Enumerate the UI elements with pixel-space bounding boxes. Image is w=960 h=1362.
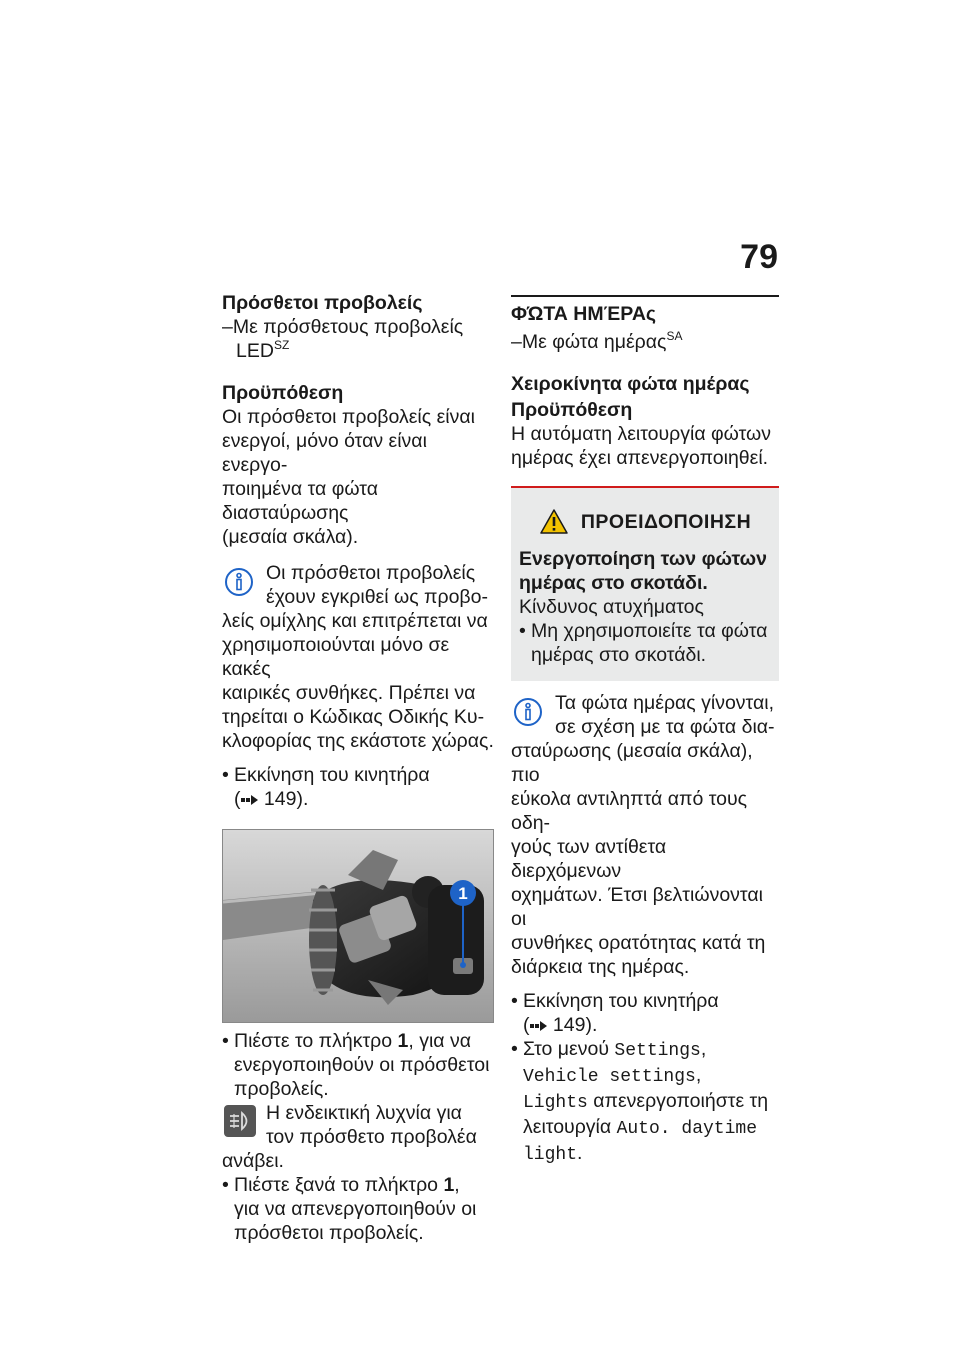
prereq-line: ενεργοί, μόνο όταν είναι ενεργο- bbox=[222, 430, 427, 476]
prereq-line: ημέρας έχει απενεργοποιηθεί. bbox=[511, 447, 769, 469]
warning-risk: Κίνδυνος ατυχήματος bbox=[519, 596, 704, 618]
info-line: λείς ομίχλης και επιτρέπεται να bbox=[222, 610, 488, 632]
bullet-dot: • bbox=[222, 764, 229, 786]
menu-lights: Lights bbox=[523, 1093, 588, 1113]
option-code-sz: SZ bbox=[273, 338, 290, 352]
warning-header bbox=[519, 508, 771, 535]
bullet-text: Vehicle settings, bbox=[523, 1064, 702, 1087]
callout-1-label: 1 bbox=[458, 884, 468, 903]
bullet-text: Πιέστε ξανά το πλήκτρο 1, bbox=[234, 1174, 460, 1196]
info-line: Οι πρόσθετοι προβολείς bbox=[266, 562, 476, 584]
handlebar-switch-illustration bbox=[223, 830, 493, 1022]
bullet-menu-path bbox=[511, 1037, 779, 1167]
prereq-line: ποιημένα τα φώτα διασταύρωσης bbox=[222, 478, 378, 524]
section-title: ΦΏΤΑ ΗΜΈΡΑς bbox=[511, 303, 657, 325]
handlebar-control-photo bbox=[222, 829, 494, 1023]
dash-line-continued bbox=[222, 339, 494, 363]
prereq-line: Η αυτόματη λειτουργία φώτων bbox=[511, 423, 772, 445]
info-note bbox=[222, 561, 494, 753]
bullet-text: ημέρας στο σκοτάδι. bbox=[531, 644, 707, 666]
bullet-text: ενεργοποιηθούν οι πρόσθετοι bbox=[234, 1054, 490, 1076]
menu-auto-daytime: Auto. daytime bbox=[616, 1119, 758, 1139]
warning-bold-line: Ενεργοποίηση των φώτων bbox=[519, 548, 767, 570]
bullet-text: Πιέστε το πλήκτρο 1, για να bbox=[234, 1030, 472, 1052]
heading-prerequisite: Προϋπόθεση bbox=[222, 382, 344, 404]
dash-line: –Με φώτα ημέρας$^{SA}$ bbox=[511, 329, 683, 353]
bullet-dot: • bbox=[511, 1038, 518, 1060]
bullet-dot: • bbox=[222, 1030, 229, 1052]
info-line: οχημάτων. Έτσι βελτιώνονται οι bbox=[511, 884, 763, 930]
warning-bullet bbox=[519, 619, 771, 667]
bullet-press-button bbox=[222, 1029, 494, 1101]
bullet-text: Μη χρησιμοποιείτε τα φώτα bbox=[531, 620, 768, 642]
info-line: Τα φώτα ημέρας γίνονται, bbox=[555, 692, 775, 714]
extra-light-indicator-icon bbox=[224, 1105, 256, 1137]
menu-vehicle-settings: Vehicle settings bbox=[523, 1067, 696, 1087]
warning-bold-line: ημέρας στο σκοτάδι. bbox=[519, 572, 708, 594]
bullet-text: για να απενεργοποιηθούν οι bbox=[234, 1198, 477, 1220]
bullet-dot: • bbox=[222, 1174, 229, 1196]
option-code-sa: SA bbox=[666, 329, 683, 343]
info-line: κλοφορίας της εκάστοτε χώρας. bbox=[222, 730, 494, 752]
bullet-text: Στο μενού Settings, bbox=[523, 1038, 707, 1061]
led-label: LED bbox=[236, 340, 274, 362]
bullet-press-again bbox=[222, 1173, 494, 1245]
bullet-text: πρόσθετοι προβολείς. bbox=[234, 1222, 424, 1244]
page-reference: ( 149). bbox=[523, 1014, 598, 1036]
heading-manual-daytime: Χειροκίνητα φώτα ημέρας bbox=[511, 373, 750, 395]
page-reference: ( 149). bbox=[234, 788, 309, 810]
info-line: γούς των αντίθετα διερχόμενων bbox=[511, 836, 667, 882]
info-line: καιρικές συνθήκες. Πρέπει να bbox=[222, 682, 476, 704]
info-note bbox=[511, 691, 779, 979]
bullet-engine-start bbox=[222, 763, 494, 811]
indicator-line: Η ενδεικτική λυχνία για bbox=[266, 1102, 462, 1124]
bullet-dot: • bbox=[519, 620, 526, 642]
warning-triangle-icon bbox=[539, 508, 569, 535]
dash-line: –Με πρόσθετους προβολείς bbox=[222, 316, 464, 338]
info-line: χρησιμοποιούνται μόνο σε κακές bbox=[222, 634, 450, 680]
indicator-note bbox=[222, 1101, 494, 1173]
indicator-line: ανάβει. bbox=[222, 1150, 284, 1172]
left-column bbox=[222, 291, 494, 1245]
bullet-text: Εκκίνηση του κινητήρα bbox=[523, 990, 719, 1012]
info-line: σταύρωσης (μεσαία σκάλα), πιο bbox=[511, 740, 753, 786]
info-line: τηρείται ο Κώδικας Οδικής Κυ- bbox=[222, 706, 485, 728]
menu-auto-daytime-cont: light bbox=[523, 1145, 578, 1165]
bullet-text: λειτουργία Auto. daytime bbox=[523, 1116, 758, 1139]
prereq-line: Οι πρόσθετοι προβολείς είναι bbox=[222, 406, 475, 428]
prereq-line: (μεσαία σκάλα). bbox=[222, 526, 359, 548]
arrow-reference-icon bbox=[241, 794, 259, 806]
bullet-text: Εκκίνηση του κινητήρα bbox=[234, 764, 430, 786]
section-rule bbox=[511, 295, 779, 297]
info-icon bbox=[224, 567, 254, 597]
arrow-reference-icon bbox=[530, 1020, 548, 1032]
info-line: εύκολα αντιληπτά από τους οδη- bbox=[511, 788, 748, 834]
warning-box bbox=[511, 486, 779, 681]
warning-title: ΠΡΟΕΙΔΟΠΟΙΗΣΗ bbox=[580, 510, 752, 533]
bullet-dot: • bbox=[511, 990, 518, 1012]
info-line: σε σχέση με τα φώτα δια- bbox=[555, 716, 775, 738]
bullet-text: light. bbox=[523, 1142, 583, 1165]
info-icon bbox=[513, 697, 543, 727]
info-line: συνθήκες ορατότητας κατά τη bbox=[511, 932, 766, 954]
menu-settings: Settings bbox=[614, 1041, 701, 1061]
heading-prerequisite: Προϋπόθεση bbox=[511, 399, 633, 421]
bullet-text: προβολείς. bbox=[234, 1078, 329, 1100]
bullet-engine-start bbox=[511, 989, 779, 1037]
bullet-text: Lights απενεργοποιήστε τη bbox=[523, 1090, 769, 1113]
indicator-line: τον πρόσθετο προβολέα bbox=[266, 1126, 477, 1148]
info-line: έχουν εγκριθεί ως προβο- bbox=[266, 586, 488, 608]
info-line: διάρκεια της ημέρας. bbox=[511, 956, 690, 978]
right-column bbox=[511, 291, 779, 1167]
heading-extra-lights: Πρόσθετοι προβολείς bbox=[222, 292, 423, 314]
page-number: 79 bbox=[740, 238, 778, 276]
